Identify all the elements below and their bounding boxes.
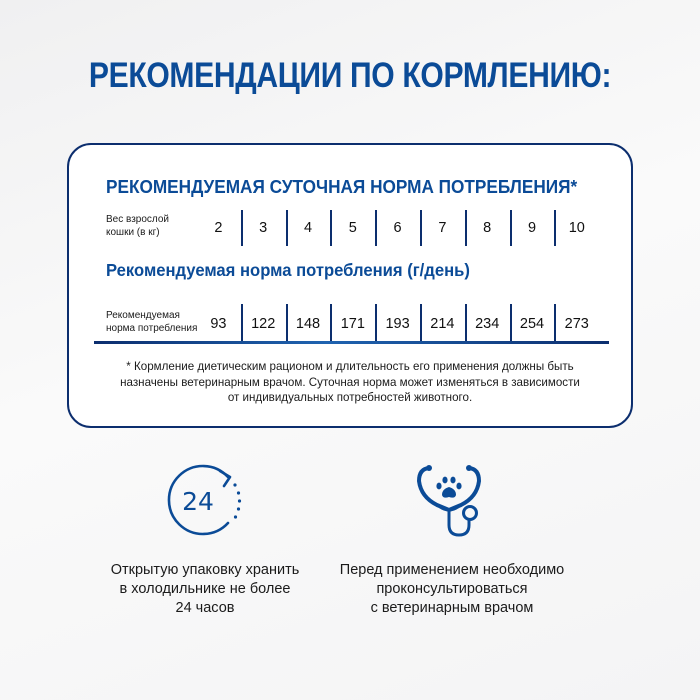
footnote-line2: назначены ветеринарным врачом. Суточная норма может изменяться в зависимости: [120, 375, 580, 389]
weight-row-label: [106, 213, 169, 239]
storage-caption-line2: в холодильнике не более: [119, 581, 291, 597]
weight-cell: 9: [510, 210, 555, 246]
daily-norm-heading: РЕКОМЕНДУЕМАЯ СУТОЧНАЯ НОРМА ПОТРЕБЛЕНИЯ*: [106, 176, 578, 197]
vet-consult-caption: [327, 561, 577, 618]
intake-cell: 273: [554, 304, 599, 342]
intake-cell: 214: [420, 304, 465, 342]
intake-cell: 122: [241, 304, 286, 342]
intake-cell: 254: [510, 304, 555, 342]
weight-cell: 4: [286, 210, 331, 246]
weight-cell: 10: [554, 210, 599, 246]
weight-cell: 6: [375, 210, 420, 246]
storage-feature: [80, 455, 330, 618]
intake-cell: 234: [465, 304, 510, 342]
vet-caption-line1: Перед применением необходимо: [339, 562, 565, 578]
storage-caption-line1: Открытую упаковку хранить: [110, 562, 300, 578]
weight-cell: 2: [214, 220, 223, 236]
weight-cell: 3: [241, 210, 286, 246]
intake-cell: 193: [375, 304, 420, 342]
intake-cell: 171: [330, 304, 375, 342]
intake-cell: 93: [210, 316, 227, 332]
weight-cell: 7: [420, 210, 465, 246]
storage-caption-line3: 24 часов: [175, 600, 235, 616]
intake-cell: 148: [286, 304, 331, 342]
svg-text:24: 24: [182, 487, 214, 516]
weight-label-line1: Вес взрослой: [106, 214, 170, 225]
storage-caption: [80, 561, 330, 618]
feeding-table-card: [67, 143, 633, 428]
intake-row: [196, 304, 599, 342]
weight-label-line2: кошки (в кг): [106, 227, 160, 238]
footnote-line1: * Кормление диетическим рационом и длительность его применения должны быть: [126, 360, 574, 373]
vet-consult-feature: [327, 455, 577, 618]
intake-label-line2: норма потребления: [106, 323, 198, 334]
vet-caption-line3: с ветеринарным врачом: [370, 600, 534, 616]
page-title: РЕКОМЕНДАЦИИ ПО КОРМЛЕНИЮ:: [88, 56, 612, 95]
stethoscope-paw-icon: [407, 455, 497, 545]
footnote-line3: от индивидуальных потребностей животного.: [227, 391, 473, 404]
intake-label-line1: Рекомендуемая: [106, 310, 180, 321]
weight-row: [196, 210, 599, 246]
weight-cell: 8: [465, 210, 510, 246]
row-divider-line: [94, 341, 609, 344]
intake-row-label: [106, 309, 197, 335]
vet-caption-line2: проконсультироваться: [376, 581, 528, 597]
footnote: [89, 359, 611, 406]
clock-24h-icon: [160, 455, 250, 545]
weight-cell: 5: [330, 210, 375, 246]
intake-subheading: Рекомендуемая норма потребления (г/день): [106, 260, 470, 280]
